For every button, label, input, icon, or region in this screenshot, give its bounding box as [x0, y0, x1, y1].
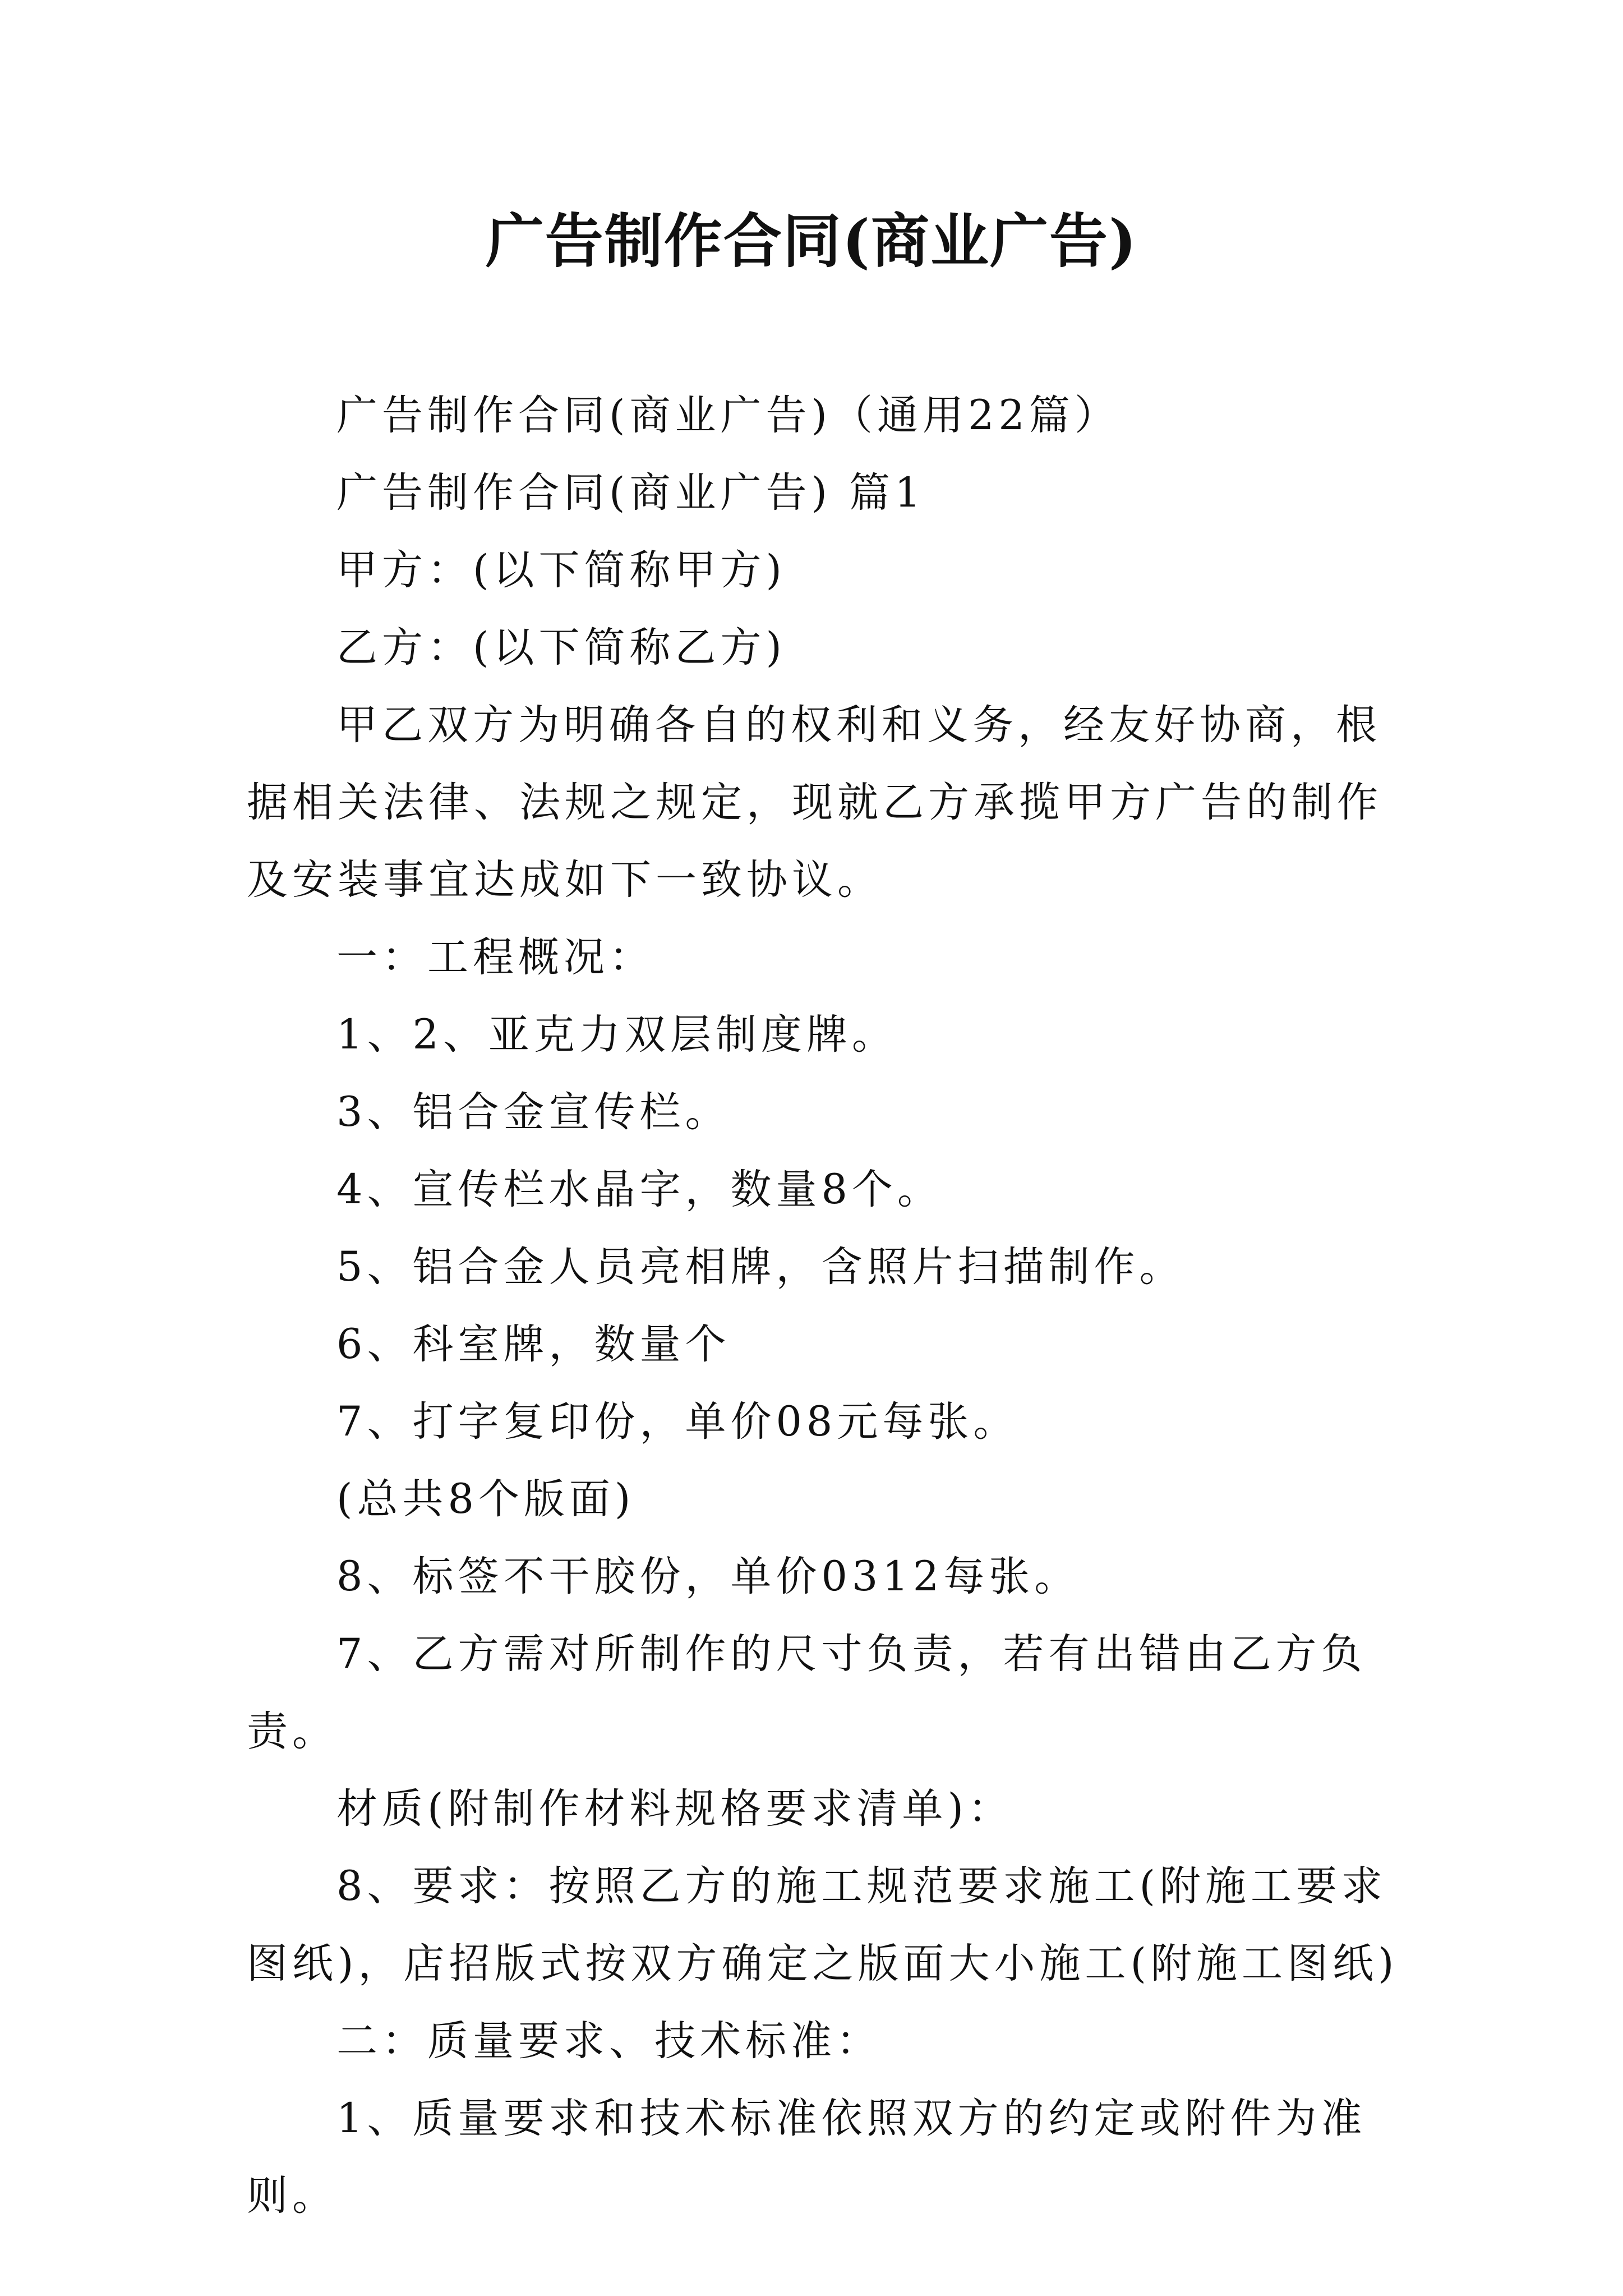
- paragraph: (总共8个版面): [336, 1475, 635, 1523]
- paragraph: 甲方：(以下简称甲方): [336, 546, 786, 594]
- paragraph: 6、科室牌，数量个: [336, 1320, 731, 1368]
- paragraph: 8、要求：按照乙方的施工规范要求施工(附施工要求图纸)，店招版式按双方确定之版面大小施工(附施工图纸): [247, 1862, 1399, 1987]
- document-body: [247, 377, 1402, 2235]
- paragraph: 5、铝合金人员亮相牌，含照片扫描制作。: [336, 1243, 1185, 1291]
- paragraph: 8、标签不干胶份，单价0312每张。: [336, 1553, 1080, 1600]
- paragraph: 乙方：(以下简称乙方): [336, 624, 786, 671]
- paragraph: 广告制作合同(商业广告) 篇1: [336, 469, 925, 517]
- paragraph: 1、质量要求和技术标准依照双方的约定或附件为准则。: [247, 2095, 1367, 2220]
- document-title: 广告制作合同(商业广告): [485, 206, 1138, 275]
- paragraph: 7、乙方需对所制作的尺寸负责，若有出错由乙方负责。: [247, 1630, 1367, 1755]
- paragraph: 二：质量要求、技术标准：: [336, 2017, 882, 2065]
- paragraph: 4、宣传栏水晶字，数量8个。: [336, 1166, 943, 1213]
- paragraph: 广告制作合同(商业广告)（通用22篇）: [336, 392, 1120, 439]
- paragraph: 一：工程概况：: [336, 933, 654, 981]
- paragraph: 7、打字复印份，单价08元每张。: [336, 1398, 1019, 1446]
- paragraph: 甲乙双方为明确各自的权利和义务，经友好协商，根据相关法律、法规之规定，现就乙方承揽甲方广告的制作及安装事宜达成如下一致协议。: [247, 701, 1382, 904]
- paragraph: 材质(附制作材料规格要求清单)：: [336, 1785, 1013, 1833]
- paragraph: 1、2、亚克力双层制度牌。: [336, 1011, 897, 1059]
- paragraph: 3、铝合金宣传栏。: [336, 1088, 731, 1136]
